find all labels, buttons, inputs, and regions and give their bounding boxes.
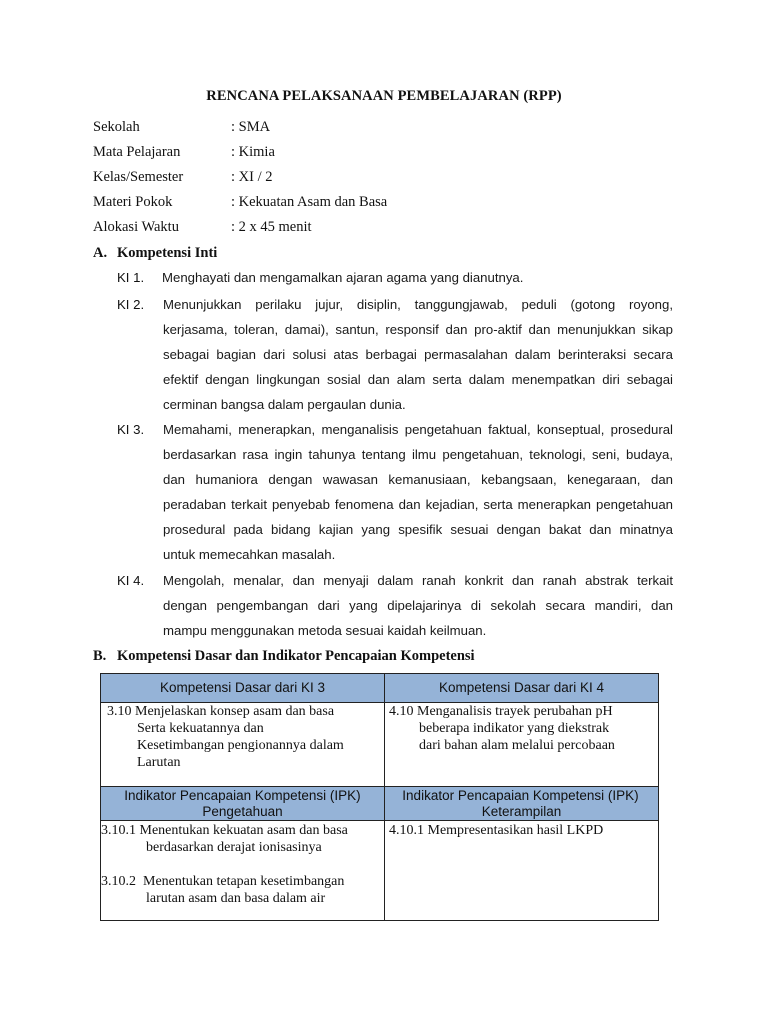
table-divider: [101, 820, 658, 821]
ki2-number: KI 2.: [117, 297, 145, 312]
ki3-number: KI 3.: [117, 422, 145, 437]
ipk-line: larutan asam dan basa dalam air: [146, 891, 326, 906]
ki3-text: untuk memecahkan masalah.: [163, 547, 336, 562]
ipk-number: 3.10.2: [101, 874, 136, 889]
table-divider: [101, 786, 658, 787]
section-b-heading: [93, 648, 475, 665]
identity-value: : Kimia: [231, 144, 275, 160]
identity-label: Sekolah: [93, 119, 140, 135]
ipk-keterampilan-cell: 4.10.1 Mempresentasikan hasil LKPD: [389, 823, 604, 838]
ipk-text: Menentukan tetapan kesetimbangan: [143, 874, 345, 889]
kd3-line: Larutan: [137, 755, 181, 770]
ipk-header-line: Indikator Pencapaian Kompetensi (IPK): [402, 788, 639, 803]
ki2-text: Menunjukkan perilaku jujur, disiplin, tanggungjawab, peduli (gotong royong,: [163, 297, 673, 312]
ki2-text: kerjasama, toleran, damai), santun, responsif dan pro-aktif dan menunjukkan sikap: [163, 322, 673, 337]
ki3-text: berdasarkan rasa ingin tahunya tentang ilmu pengetahuan, teknologi, seni, budaya,: [163, 447, 673, 462]
ipk-pengetahuan-cell: [101, 822, 384, 907]
ki3-text: dan humaniora dengan wawasan kemanusiaan, kebangsaan, kenegaraan, dan: [163, 472, 673, 487]
section-a-heading: [93, 245, 217, 262]
ipk-number: 3.10.1: [101, 823, 136, 838]
identity-label: Alokasi Waktu: [93, 219, 179, 235]
table-header-ipk-keterampilan: [385, 787, 658, 820]
kd3-line: Serta kekuatannya dan: [137, 721, 264, 736]
ipk-header-line: Keterampilan: [481, 804, 562, 819]
ki1-number: KI 1.: [117, 270, 145, 285]
ipk-line: berdasarkan derajat ionisasinya: [146, 840, 322, 855]
ki2-text: sebagai bagian dari solusi atas berbagai permasalahan dalam berinteraksi secara: [163, 347, 673, 362]
ipk-item: [101, 822, 384, 839]
identity-value: : Kekuatan Asam dan Basa: [231, 194, 388, 210]
identity-value: : XI / 2: [231, 169, 273, 185]
ipk-header-line: Pengetahuan: [202, 804, 283, 819]
kd4-cell: [389, 703, 657, 754]
section-title: Kompetensi Inti: [117, 245, 218, 261]
ipk-header-line: Indikator Pencapaian Kompetensi (IPK): [124, 788, 361, 803]
kd3-line: 3.10 Menjelaskan konsep asam dan basa: [107, 704, 335, 719]
table-divider: [384, 674, 385, 920]
ki3-text: prosedural pada bidang kajian yang spesifik sesuai dengan bakat dan minatnya: [163, 522, 673, 537]
ki4-number: KI 4.: [117, 573, 145, 588]
ipk-text: Menentukan kekuatan asam dan basa: [139, 823, 348, 838]
table-divider: [101, 702, 658, 703]
kd3-line: Kesetimbangan pengionannya dalam: [137, 738, 344, 753]
ki4-text: Mengolah, menalar, dan menyaji dalam ranah konkrit dan ranah abstrak terkait: [163, 573, 673, 588]
table-header-ipk-pengetahuan: [101, 787, 384, 820]
table-header-kd4: Kompetensi Dasar dari KI 4: [385, 674, 658, 702]
kd-ipk-table: [100, 673, 659, 921]
identity-value: : 2 x 45 menit: [231, 219, 312, 235]
kd4-line: beberapa indikator yang diekstrak: [419, 721, 610, 736]
kd4-line: 4.10 Menganalisis trayek perubahan pH: [389, 704, 613, 719]
section-letter: A.: [93, 245, 108, 261]
identity-label: Mata Pelajaran: [93, 144, 181, 160]
table-header-kd3: Kompetensi Dasar dari KI 3: [101, 674, 384, 702]
page-title: RENCANA PELAKSANAAN PEMBELAJARAN (RPP): [206, 88, 562, 104]
ki1-text: Menghayati dan mengamalkan ajaran agama yang dianutnya.: [162, 270, 524, 285]
section-letter: B.: [93, 648, 107, 664]
identity-label: Kelas/Semester: [93, 169, 184, 185]
identity-label: Materi Pokok: [93, 194, 173, 210]
ki4-text: mampu menggunakan metoda sesuai kaidah keilmuan.: [163, 623, 487, 638]
ki2-text: cerminan bangsa dalam pergaulan dunia.: [163, 397, 406, 412]
ki4-text: dengan pengembangan dari yang dipelajarinya di sekolah secara mandiri, dan: [163, 598, 673, 613]
ki3-text: peradaban terkait penyebab fenomena dan kejadian, serta menerapkan pengetahuan: [163, 497, 673, 512]
ki2-text: efektif dengan lingkungan sosial dan alam serta dalam menempatkan diri sebagai: [163, 372, 673, 387]
ki3-text: Memahami, menerapkan, menganalisis pengetahuan faktual, konseptual, prosedural: [163, 422, 673, 437]
section-title: Kompetensi Dasar dan Indikator Pencapaian Kompetensi: [117, 648, 475, 664]
kd3-cell: [107, 703, 383, 771]
kd4-line: dari bahan alam melalui percobaan: [419, 738, 615, 753]
ipk-item: [101, 873, 384, 890]
identity-value: : SMA: [231, 119, 271, 135]
